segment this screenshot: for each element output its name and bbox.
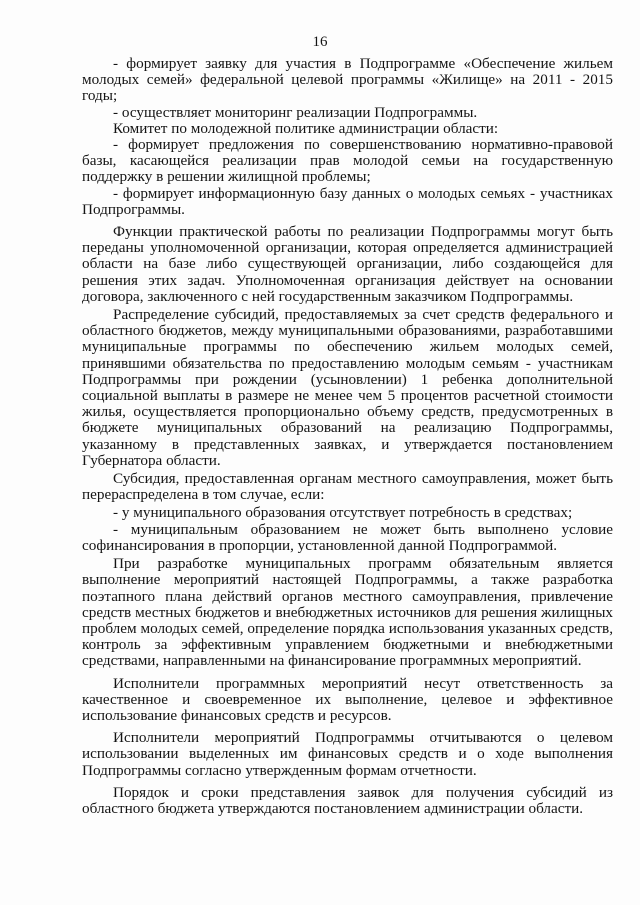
paragraph-7: Распределение субсидий, предоставляемых за счет средств федерального и областного бюджетов, между муниципальными образованиями, разработавшими муниципальные программы по обеспечению жильем молодых семей, принявшими обязательства по предоставлению молодым семьям - участникам Подпрограммы при рождении (усыновлении) 1 ребенка дополнительной социальной выплаты в размере не менее чем 5 процентов расчетной стоимости жилья, осуществляется пропорционально объему средств, предусмотренных в бюджете муниципальных образований на реализацию Подпрограммы, указанному в представленных заявках, и утверждается постановлением Губернатора области. (82, 306, 613, 469)
paragraph-3: Комитет по молодежной политике администрации области: (113, 119, 499, 137)
paragraph-1: - формирует заявку для участия в Подпрограмме «Обеспечение жильем молодых семей» федеральной целевой программы «Жилище» на 2011 - 2015 годы; (82, 55, 613, 105)
paragraph-13: Исполнители мероприятий Подпрограммы отчитываются о целевом использовании выделенных им финансовых средств и о ходе выполнения Подпрограммы согласно утвержденным формам отчетности. (82, 729, 613, 779)
paragraph-6: Функции практической работы по реализации Подпрограммы могут быть переданы уполномоченной организации, которая определяется администрацией области на базе либо существующей организации, либо создающейся для решения этих задач. Уполномоченная организация действует на основании договора, заключенного с ней государственным заказчиком Подпрограммы. (82, 223, 613, 305)
paragraph-9: - у муниципального образования отсутствует потребность в средствах; (113, 504, 573, 522)
paragraph-12: Исполнители программных мероприятий несут ответственность за качественное и своевременное их выполнение, целевое и эффективное использование финансовых средств и ресурсов. (82, 674, 613, 724)
paragraph-8: Субсидия, предоставленная органам местного самоуправления, может быть перераспределена в том случае, если: (82, 470, 613, 504)
paragraph-5: - формирует информационную базу данных о молодых семьях - участниках Подпрограммы. (82, 184, 613, 218)
page-number: 16 (312, 34, 328, 50)
paragraph-4: - формирует предложения по совершенствованию нормативно-правовой базы, касающейся реализации прав молодой семьи на государственную поддержку в решении жилищной проблемы; (82, 136, 613, 186)
paragraph-2: - осуществляет мониторинг реализации Подпрограммы. (113, 103, 478, 121)
document-body (82, 56, 613, 819)
paragraph-11: При разработке муниципальных программ обязательным является выполнение мероприятий настоящей Подпрограммы, а также разработка поэтапного плана действий органов местного самоуправления, привлечение средств местных бюджетов и внебюджетных источников для решения жилищных проблем молодых семей, определение порядка использования указанных средств, контроль за эффективным управлением бюджетными и внебюджетными средствами, направленными на финансирование программных мероприятий. (82, 555, 613, 670)
paragraph-14: Порядок и сроки представления заявок для получения субсидий из областного бюджета утверждаются постановлением администрации области. (82, 783, 613, 817)
paragraph-10: - муниципальным образованием не может быть выполнено условие софинансирования в пропорции, установленной данной Подпрограммой. (82, 520, 613, 554)
